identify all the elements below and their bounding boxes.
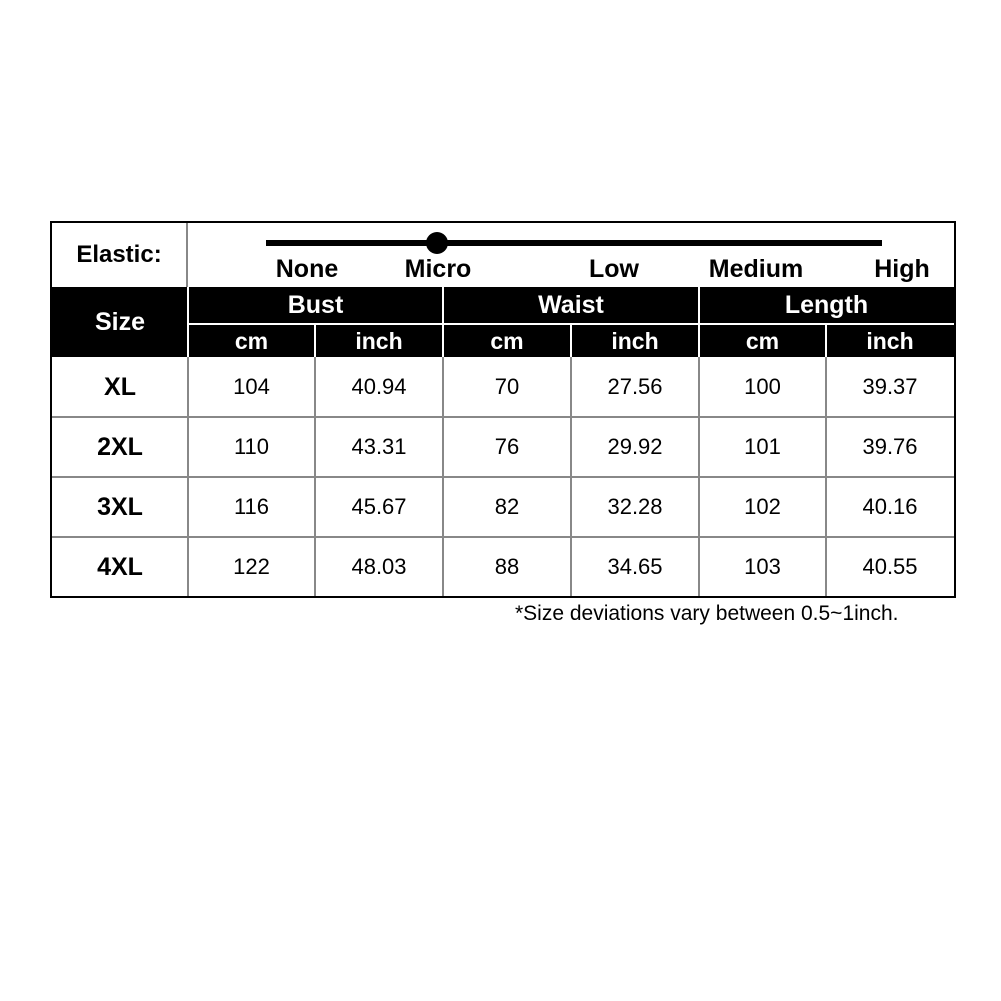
- waist-inch-value: 27.56: [607, 374, 663, 399]
- length-cm-header: cm: [745, 327, 780, 354]
- header-divider: [314, 323, 316, 357]
- size-header: Size: [94, 307, 146, 336]
- bust-header: Bust: [287, 290, 344, 319]
- elastic-level-medium: Medium: [708, 255, 804, 283]
- bust-inch-value: 40.94: [351, 374, 407, 399]
- waist-inch-value: 34.65: [607, 554, 663, 579]
- size-label: 4XL: [97, 552, 143, 581]
- header-divider: [442, 287, 444, 357]
- elastic-level-high: High: [874, 255, 930, 283]
- length-cm-value: 102: [744, 494, 781, 519]
- waist-inch-value: 32.28: [607, 494, 663, 519]
- elastic-level-none: None: [275, 255, 339, 283]
- length-header: Length: [784, 290, 869, 319]
- size-deviation-note: *Size deviations vary between 0.5~1inch.: [515, 602, 899, 625]
- length-inch-header: inch: [866, 327, 914, 354]
- elastic-level-micro: Micro: [404, 255, 472, 283]
- waist-inch-header: inch: [611, 327, 659, 354]
- header-divider: [570, 323, 572, 357]
- waist-inch-value: 29.92: [607, 434, 663, 459]
- size-label: XL: [104, 372, 136, 401]
- elasticity-scale-line: [266, 240, 882, 246]
- length-inch-value: 40.16: [862, 494, 918, 519]
- waist-cm-value: 70: [494, 374, 520, 399]
- header-divider: [188, 323, 954, 325]
- elasticity-indicator-dot: [426, 232, 448, 254]
- header-divider: [187, 287, 189, 357]
- size-chart: [50, 221, 956, 598]
- bust-cm-value: 104: [233, 374, 270, 399]
- bust-inch-header: inch: [355, 327, 403, 354]
- waist-cm-value: 82: [494, 494, 520, 519]
- elasticity-scale: [188, 223, 954, 287]
- waist-cm-header: cm: [490, 327, 524, 354]
- bust-cm-value: 116: [233, 494, 270, 519]
- length-inch-value: 39.37: [862, 374, 918, 399]
- length-cm-value: 101: [744, 434, 781, 459]
- bust-inch-value: 45.67: [351, 494, 407, 519]
- waist-cm-value: 88: [494, 554, 520, 579]
- elastic-label: Elastic:: [52, 223, 188, 287]
- elastic-level-low: Low: [589, 255, 639, 283]
- length-inch-value: 39.76: [862, 434, 918, 459]
- waist-header: Waist: [538, 290, 604, 319]
- waist-cm-value: 76: [494, 434, 520, 459]
- bust-cm-header: cm: [234, 327, 269, 354]
- bust-inch-value: 48.03: [351, 554, 407, 579]
- size-label: 2XL: [97, 432, 143, 461]
- length-cm-value: 100: [744, 374, 781, 399]
- size-label: 3XL: [97, 492, 143, 521]
- header-divider: [698, 287, 700, 357]
- header-divider: [825, 323, 827, 357]
- length-inch-value: 40.55: [862, 554, 918, 579]
- bust-inch-value: 43.31: [351, 434, 407, 459]
- bust-cm-value: 122: [233, 554, 270, 579]
- length-cm-value: 103: [744, 554, 781, 579]
- bust-cm-value: 110: [233, 434, 270, 459]
